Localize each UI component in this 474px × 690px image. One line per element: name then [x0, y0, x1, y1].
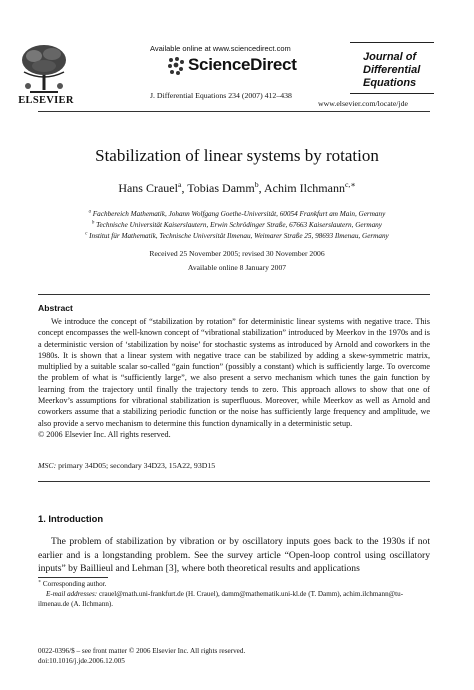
affiliation-text: Fachbereich Mathematik, Johann Wolfgang Goethe-Universität, 60054 Frankfurt am Main, Germany	[92, 210, 386, 218]
affiliation	[0, 232, 474, 240]
affiliation-text: Technische Universität Kaiserslautern, Erwin Schrödinger Straße, 67663 Kaiserslautern, Germany	[96, 221, 382, 229]
journal-title-line-1: Journal of	[363, 51, 417, 63]
abstract-body	[38, 316, 430, 440]
affiliation-marker: c	[85, 231, 88, 237]
abstract-copyright: © 2006 Elsevier Inc. All rights reserved.	[38, 429, 171, 439]
email-label: E-mail addresses:	[46, 590, 98, 598]
corresponding-author-text: Corresponding author.	[42, 580, 107, 588]
email-addresses	[38, 590, 430, 610]
section-heading: 1. Introduction	[38, 513, 104, 524]
abstract-bottom-divider	[38, 481, 430, 482]
issn-line: 0022-0396/$ – see front matter © 2006 Elsevier Inc. All rights reserved.	[38, 647, 246, 655]
corresponding-author-note	[38, 580, 430, 590]
journal-title-line-2: Differential	[363, 64, 421, 76]
abstract-top-divider	[38, 294, 430, 295]
sciencedirect-icon	[166, 55, 186, 77]
affiliation-marker: a	[88, 209, 91, 215]
footnote-marker: ∗	[38, 578, 42, 584]
email-list: crauel@math.uni-frankfurt.de (H. Crauel), damm@mathematik.uni-kl.de (T. Damm), achim.ilchmann@tu-ilmenau.de (A. Ilchmann).	[38, 590, 404, 608]
msc-codes: primary 34D05; secondary 34D23, 15A22, 93D15	[58, 461, 216, 470]
affiliation	[0, 221, 474, 229]
footnote-divider	[38, 577, 108, 578]
msc-classification	[38, 461, 215, 470]
journal-title	[363, 51, 443, 90]
journal-title-line-3: Equations	[363, 77, 417, 89]
publisher-name: ELSEVIER	[18, 95, 74, 106]
author-name: Hans Crauel	[118, 181, 178, 195]
abstract-text: We introduce the concept of “stabilization by rotation” for deterministic linear systems with negative trace. This concept encompasses the well-known concept of “vibrational stabilization” introduced by Meerkov in the 1970s and is a deterministic version of ‘stabilization by noise’ for stochastic systems as introduced by Arnold and coworkers in the 1980s. It is shown that a linear system with negative trace can be stabilized by adding a skew-symmetric matrix, multiplied by a suitable scalar so-called “gain function” (possibly a constant) which is sufficiently large. To overcome the problem of what is “sufficiently large”, we also present a servo mechanism which tunes the gain function by learning from the trajectory until finally the trajectory tends to zero. This approach allows to show that one of Meerkov’s assumptions for vibrational stabilization is superfluous. Moreover, while Meerkov as well as Arnold and coworkers assume that a stabilizing periodic function or the noise has sufficiently large frequency and amplitude, we also provide a servo mechanism to determine this function dynamically in a deterministic setup.	[38, 317, 430, 428]
author-affiliation-marker: c,∗	[344, 180, 356, 189]
journal-website-link[interactable]: www.elsevier.com/locate/jde	[318, 99, 408, 108]
affiliation-text: Institut für Mathematik, Technische Universität Ilmenau, Weimarer Straße 25, 98693 Ilmenau, Germany	[89, 232, 389, 240]
front-matter-footer	[38, 646, 245, 666]
affiliation-marker: b	[92, 220, 95, 226]
author-list: Hans Crauel$^a$, Tobias Damm$^b$, Achim Ilchmann$^{c,∗}$	[118, 180, 356, 195]
author-affiliation-marker: a	[177, 180, 182, 189]
available-online-text: Available online at www.sciencedirect.com	[150, 44, 291, 53]
affiliation	[0, 210, 474, 218]
author-name: Tobias Damm	[187, 181, 255, 195]
article-title: Stabilization of linear systems by rotation	[95, 146, 379, 165]
author-affiliation-marker: b	[254, 180, 259, 189]
elsevier-tree-logo	[16, 42, 72, 96]
section-body: The problem of stabilization by vibration or by oscillatory inputs goes back to the 1930s if not earlier and is a longstanding problem. See the survey article “Open-loop control using oscillatory inputs” by Baillieul and Lehman [3], where both theoretical results and applications	[38, 536, 430, 574]
available-online-date: Available online 8 January 2007	[187, 263, 287, 272]
abstract-heading: Abstract	[38, 303, 73, 313]
doi-link[interactable]: doi:10.1016/j.jde.2006.12.005	[38, 657, 125, 666]
author-name: Achim Ilchmann	[263, 181, 345, 195]
received-date: Received 25 November 2005; revised 30 November 2006	[149, 249, 325, 258]
sciencedirect-wordmark: ScienceDirect	[188, 55, 297, 74]
msc-label: MSC:	[38, 461, 57, 470]
journal-citation: J. Differential Equations 234 (2007) 412–438	[150, 91, 292, 100]
header-divider	[38, 111, 430, 112]
